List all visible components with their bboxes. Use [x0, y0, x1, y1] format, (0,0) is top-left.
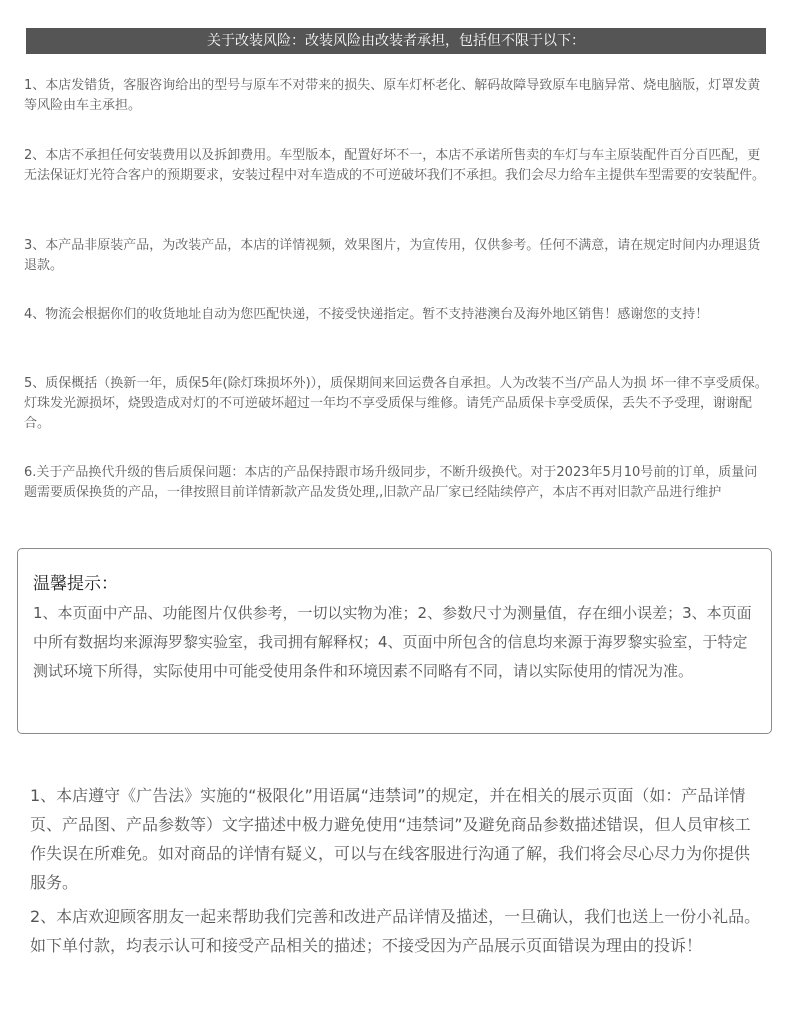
- risk-item-1: 1、本店发错货，客服咨询给出的型号与原车不对带来的损失、原车灯杯老化、解码故障导致原车电脑异常、烧电脑版，灯罩发黄等风险由车主承担。: [24, 78, 761, 113]
- notice-title: 温馨提示：: [33, 574, 118, 594]
- advertising-law-paragraph: 1、本店遵守《广告法》实施的“极限化”用语属“违禁词”的规定，并在相关的展示页面（如：产品详情页、产品图、产品参数等）文字描述中极力避免使用“违禁词”及避免商品参数描述错误，但人员审核工作失误在所难免。如对商品的详情有疑义，可以与在线客服进行沟通了解，我们将会尽心尽力为你提供服务。: [30, 786, 751, 892]
- risk-item-6: 6.关于产品换代升级的售后质保问题：本店的产品保持跟市场升级同步，不断升级换代。对于2023年5月10号前的订单，质量问题需要质保换货的产品，一律按照目前详情新款产品发货处理,,旧款产品厂家已经陆续停产，本店不再对旧款产品进行维护: [24, 465, 758, 500]
- notice-box: [17, 548, 772, 734]
- risk-header-banner: 关于改装风险：改装风险由改装者承担，包括但不限于以下：: [26, 28, 766, 54]
- risk-item-4: 4、物流会根据你们的收货地址自动为您匹配快递，不接受快递指定。暂不支持港澳台及海外地区销售！感谢您的支持！: [24, 307, 709, 322]
- risk-item-2: 2、本店不承担任何安装费用以及拆卸费用。车型版本，配置好坏不一，本店不承诺所售卖的车灯与车主原装配件百分百匹配，更无法保证灯光符合客户的预期要求，安装过程中对车造成的不可逆破坏我们不承担。我们会尽力给车主提供车型需要的安装配件。: [24, 148, 766, 183]
- risk-item-5: 5、质保概括（换新一年，质保5年(除灯珠损坏外)），质保期间来回运费各自承担。人为改装不当/产品人为损 坏一律不享受质保。灯珠发光源损坏，烧毁造成对灯的不可逆破坏超过一年均不享受质保与维修。请凭产品质保卡享受质保，丢失不予受理，谢谢配合。: [24, 376, 768, 431]
- notice-body: 1、本页面中产品、功能图片仅供参考，一切以实物为准；2、参数尺寸为测量值，存在细小误差；3、本页面中所有数据均来源海罗黎实验室，我司拥有解释权；4、页面中所包含的信息均来源于海罗黎实验室，于特定测试环境下所得，实际使用中可能受使用条件和环境因素不同略有不同，请以实际使用的情况为准。: [33, 604, 752, 680]
- feedback-paragraph: 2、本店欢迎顾客朋友一起来帮助我们完善和改进产品详情及描述，一旦确认，我们也送上一份小礼品。如下单付款，均表示认可和接受产品相关的描述；不接受因为产品展示页面错误为理由的投诉！: [30, 907, 761, 955]
- risk-item-3: 3、本产品非原装产品，为改装产品，本店的详情视频，效果图片，为宣传用，仅供参考。任何不满意，请在规定时间内办理退货退款。: [24, 238, 761, 273]
